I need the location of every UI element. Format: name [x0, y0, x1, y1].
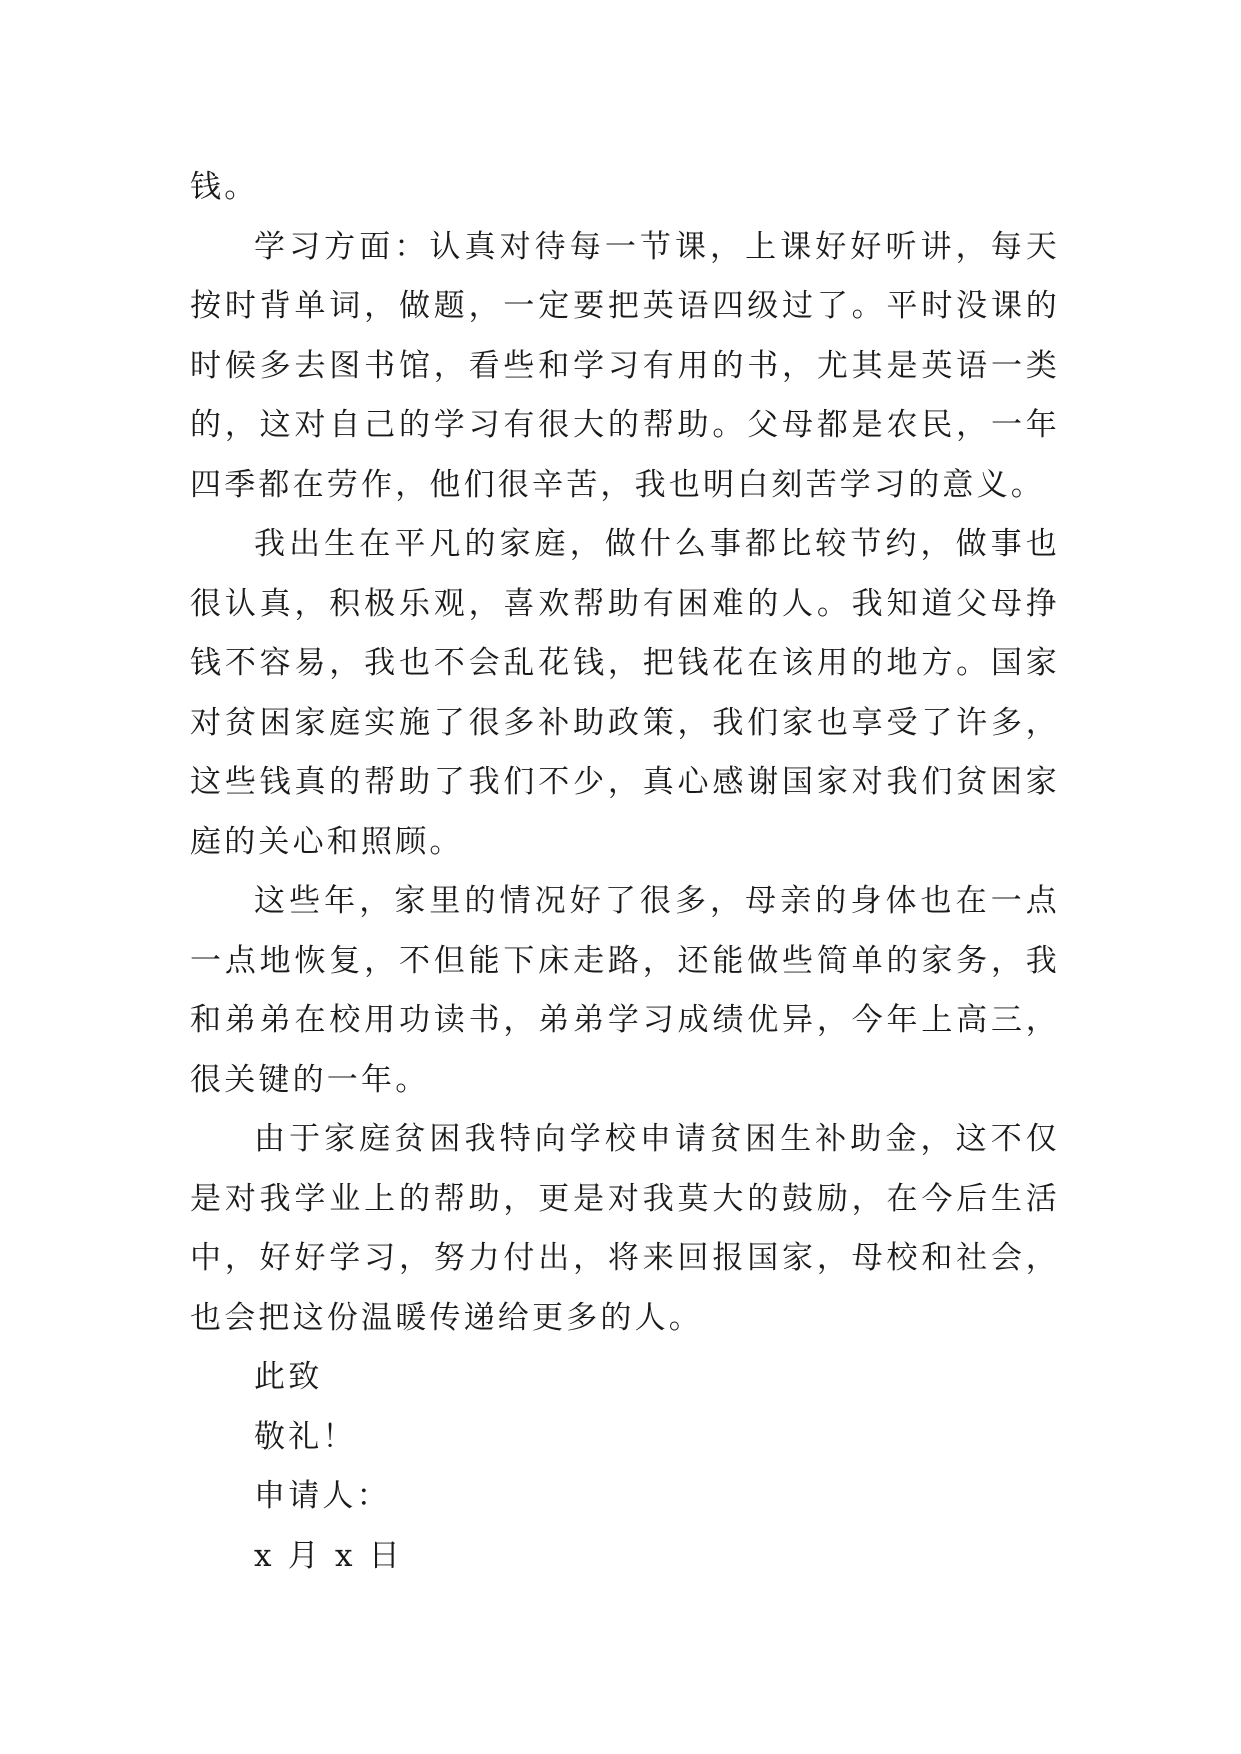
paragraph-study: 学习方面：认真对待每一节课，上课好好听讲，每天按时背单词，做题，一定要把英语四级过了。平时没课的时候多去图书馆，看些和学习有用的书，尤其是英语一类的，这对自己的学习有很大的帮助。父母都是农民，一年四季都在劳作，他们很辛苦，我也明白刻苦学习的意义。 [190, 228, 1060, 503]
paragraph-application: 由于家庭贫困我特向学校申请贫困生补助金，这不仅是对我学业上的帮助，更是对我莫大的鼓励，在今后生活中，好好学习，努力付出，将来回报国家，母校和社会，也会把这份温暖传递给更多的人。 [190, 1121, 1060, 1336]
salutation-line-2: 敬礼！ [254, 1418, 357, 1455]
document-page [190, 158, 1060, 1586]
paragraph-recent-years: 这些年，家里的情况好了很多，母亲的身体也在一点一点地恢复，不但能下床走路，还能做些简单的家务，我和弟弟在校用功读书，弟弟学习成绩优异，今年上高三，很关键的一年。 [190, 883, 1060, 1098]
date-line: x 月 x 日 [254, 1537, 403, 1574]
paragraph-family: 我出生在平凡的家庭，做什么事都比较节约，做事也很认真，积极乐观，喜欢帮助有困难的人。我知道父母挣钱不容易，我也不会乱花钱，把钱花在该用的地方。国家对贫困家庭实施了很多补助政策，我们家也享受了许多，这些钱真的帮助了我们不少，真心感谢国家对我们贫困家庭的关心和照顾。 [190, 526, 1060, 860]
applicant-signature: 申请人： [254, 1478, 391, 1514]
salutation-line-1: 此致 [254, 1359, 323, 1395]
paragraph-continuation: 钱。 [190, 169, 259, 205]
